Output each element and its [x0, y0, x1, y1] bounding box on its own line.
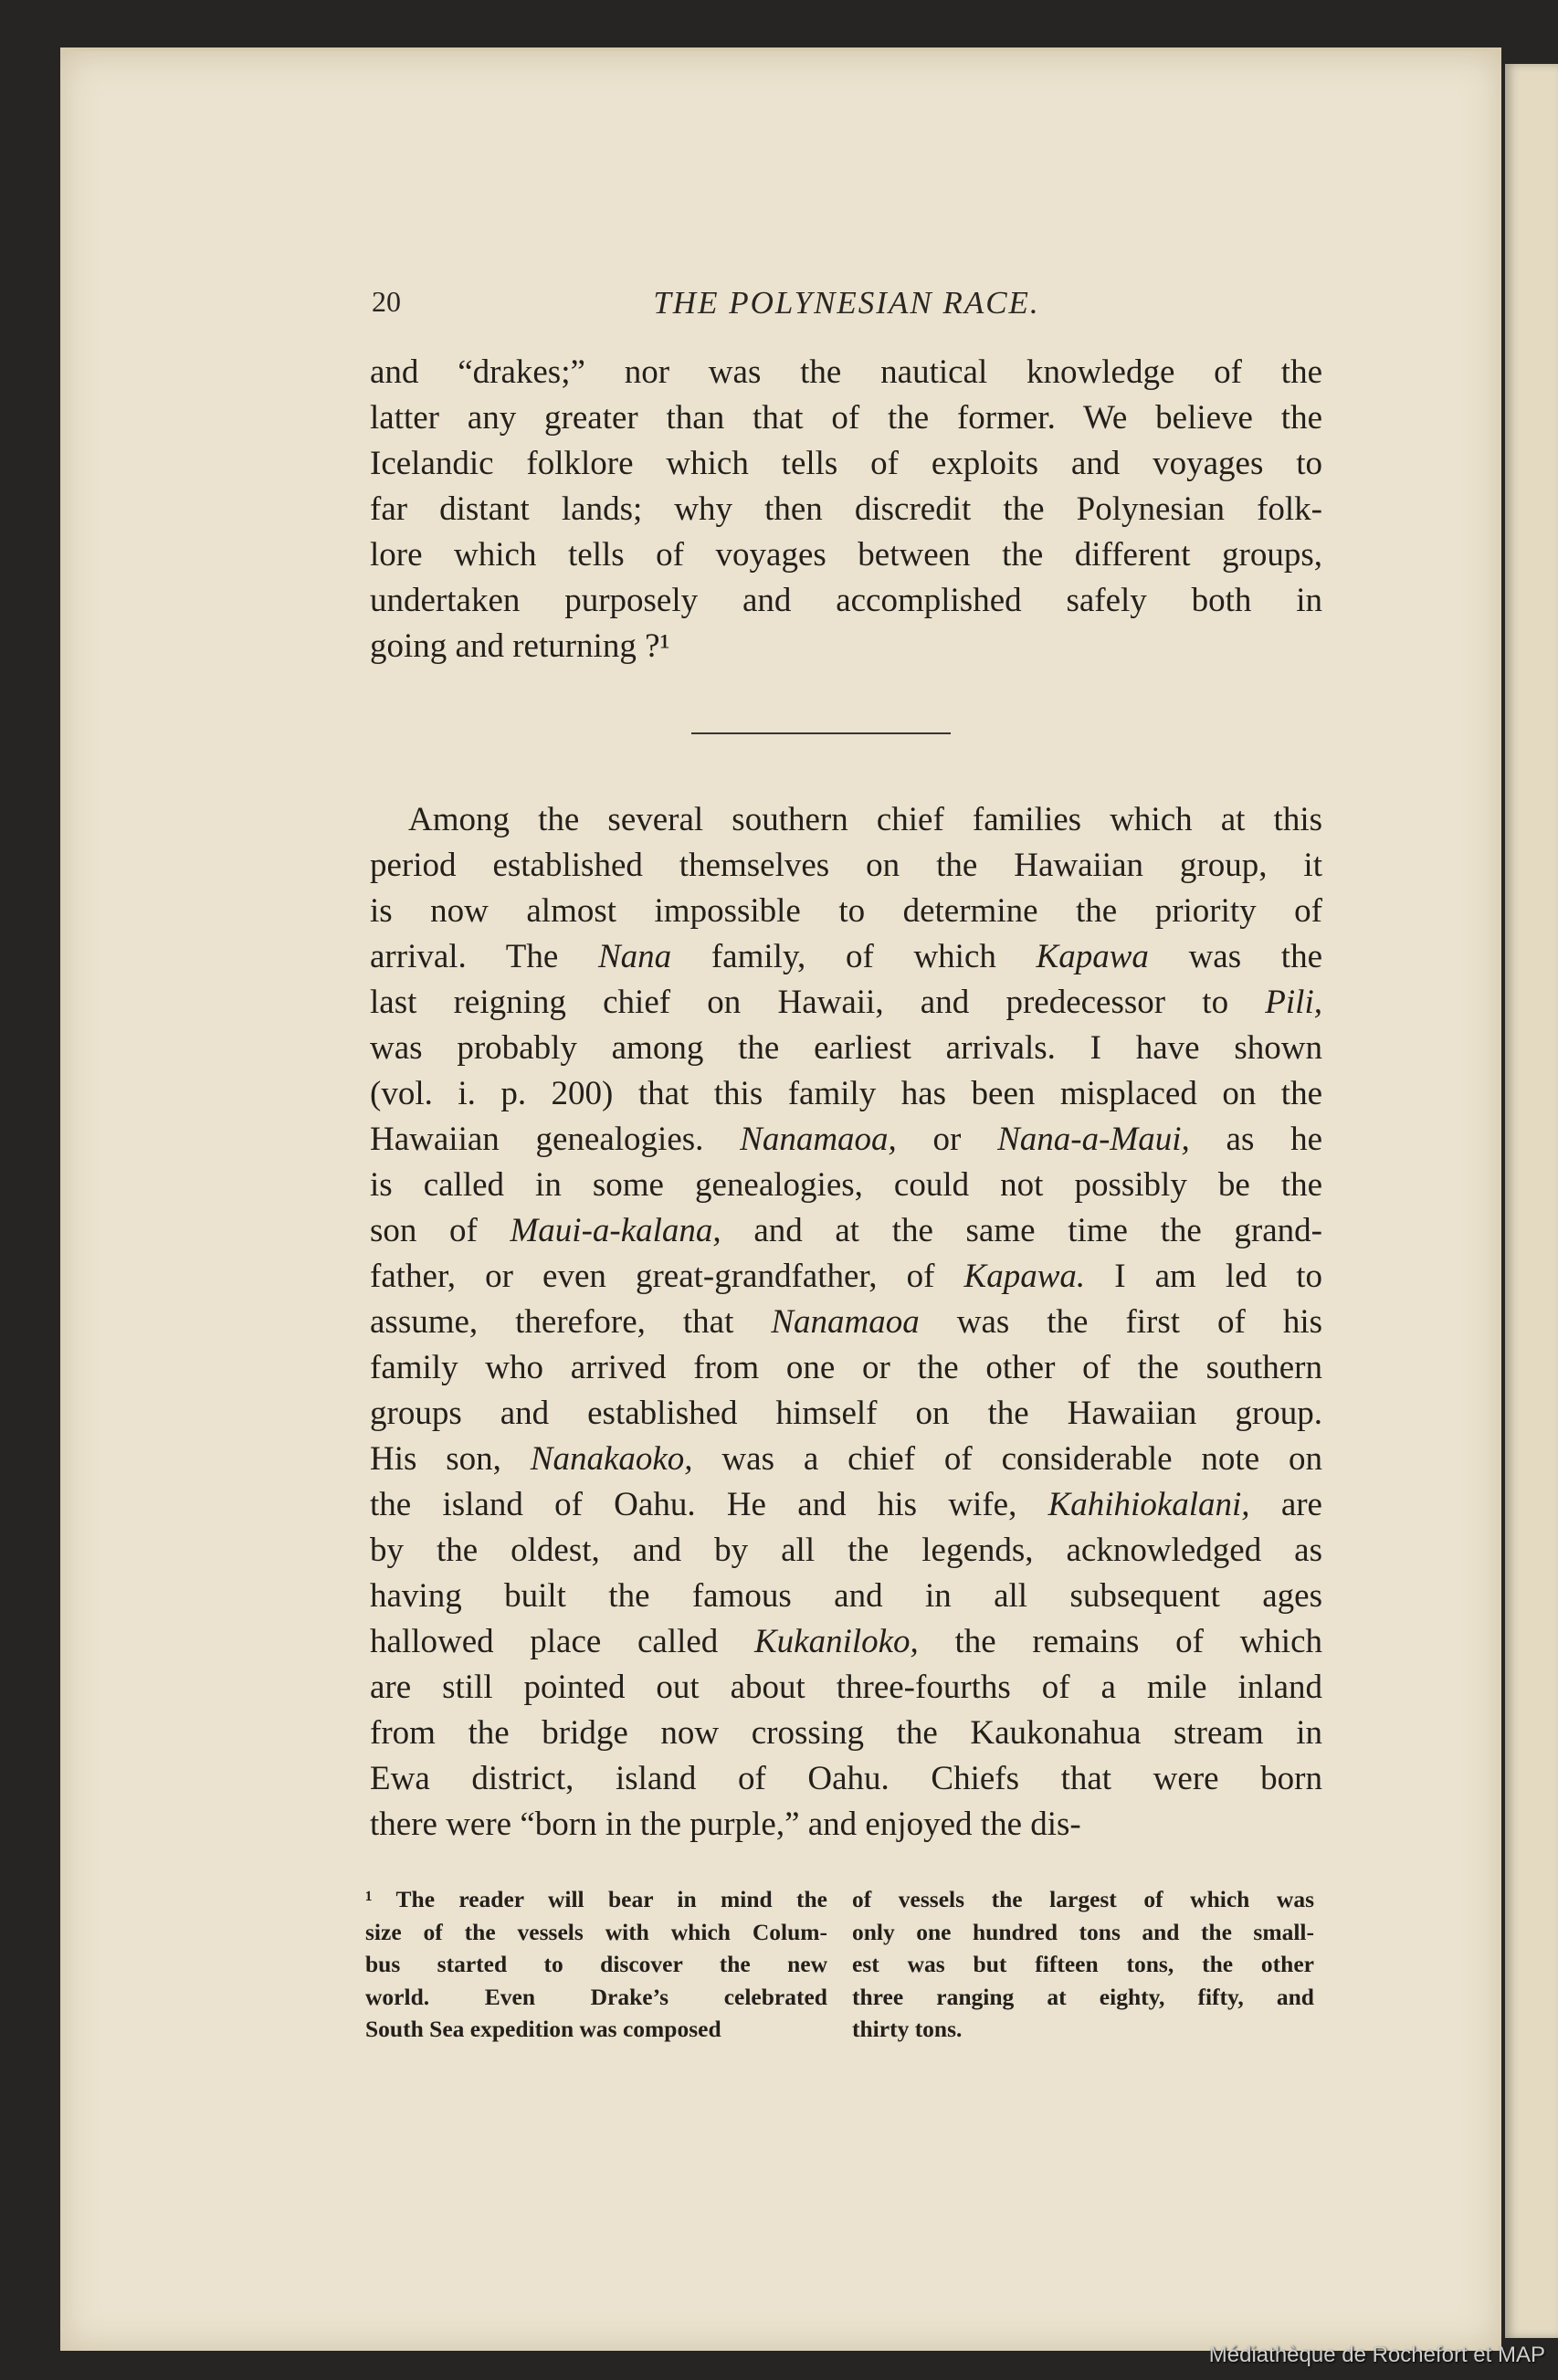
text-segment: as he — [1189, 1121, 1322, 1158]
text-line — [365, 1948, 827, 1981]
text-line — [370, 843, 1322, 889]
text-segment: is now almost impossible to determine the priority of — [370, 892, 1322, 930]
text-segment: groups and established himself on the Hawaiian group. — [370, 1395, 1322, 1432]
text-line — [852, 1883, 1314, 1916]
text-line — [365, 1883, 827, 1916]
text-segment: bus started to discover the new — [365, 1951, 827, 1977]
text-line — [370, 395, 1322, 441]
text-segment: size of the vessels with which Colum- — [365, 1918, 827, 1945]
text-segment: was the first of his — [919, 1303, 1322, 1341]
text-segment: far distant lands; why then discredit the Polynesian folk- — [370, 490, 1322, 528]
text-line — [365, 1981, 827, 2014]
text-segment: was a chief of considerable note on — [692, 1440, 1322, 1478]
text-segment: was probably among the earliest arrivals. I have shown — [370, 1029, 1322, 1067]
italic-name: Pili, — [1265, 984, 1322, 1021]
text-segment: the remains of which — [918, 1623, 1322, 1660]
text-line — [370, 1482, 1322, 1528]
text-line — [370, 1574, 1322, 1619]
text-segment: and “drakes;” nor was the nautical knowledge of the — [370, 353, 1322, 391]
italic-name: Nana — [598, 938, 672, 975]
italic-name: Nanamaoa — [771, 1303, 920, 1341]
text-segment: last reigning chief on Hawaii, and predecessor to — [370, 984, 1266, 1021]
text-line — [370, 889, 1322, 934]
text-line — [370, 1071, 1322, 1117]
text-segment: His son, — [370, 1440, 531, 1478]
text-line — [370, 1345, 1322, 1391]
italic-name: Kukaniloko, — [753, 1623, 919, 1660]
italic-name: Nanakaoko, — [530, 1440, 693, 1478]
text-line — [370, 1163, 1322, 1208]
text-segment: by the oldest, and by all the legends, acknowledged as — [370, 1532, 1322, 1569]
text-segment: is called in some genealogies, could not possibly be the — [370, 1166, 1322, 1204]
text-line — [370, 1802, 1322, 1848]
text-segment: ¹ The reader will bear in mind the — [365, 1886, 827, 1912]
text-line — [370, 441, 1322, 487]
text-line — [852, 1916, 1314, 1949]
text-segment: hallowed place called — [370, 1623, 754, 1660]
text-line — [370, 350, 1322, 395]
text-line — [370, 1437, 1322, 1482]
footnote-right-column — [852, 1883, 1314, 2046]
text-segment: or — [896, 1121, 998, 1158]
text-line — [370, 532, 1322, 578]
text-segment: family who arrived from one or the other of the southern — [370, 1349, 1322, 1386]
text-line — [370, 1026, 1322, 1071]
running-title: THE POLYNESIAN RACE. — [653, 285, 1040, 321]
text-line — [370, 980, 1322, 1026]
text-segment: there were “born in the purple,” and enjoyed the dis- — [370, 1806, 1081, 1843]
text-segment: from the bridge now crossing the Kaukonahua stream in — [370, 1714, 1322, 1752]
text-segment: having built the famous and in all subsequent ages — [370, 1577, 1322, 1615]
text-segment: assume, therefore, that — [370, 1303, 772, 1341]
text-segment: was the — [1148, 938, 1322, 975]
text-line — [370, 1756, 1322, 1802]
text-segment: I am led to — [1085, 1258, 1322, 1295]
paragraph-2 — [370, 797, 1322, 1848]
text-line — [370, 1208, 1322, 1254]
text-segment: son of — [370, 1212, 511, 1249]
text-segment: Hawaiian genealogies. — [370, 1121, 741, 1158]
text-line — [370, 487, 1322, 532]
text-segment: Ewa district, island of Oahu. Chiefs that were born — [370, 1760, 1322, 1797]
text-line — [370, 1300, 1322, 1345]
text-line — [365, 2013, 827, 2046]
page-number: 20 — [372, 285, 401, 318]
text-segment: the island of Oahu. He and his wife, — [370, 1486, 1048, 1523]
italic-name: Maui-a-kalana, — [510, 1212, 721, 1249]
text-line — [370, 1619, 1322, 1665]
text-line — [370, 1665, 1322, 1711]
text-line — [370, 624, 1322, 669]
text-segment: South Sea expedition was composed — [365, 2016, 721, 2042]
text-segment: of vessels the largest of which was — [852, 1886, 1314, 1912]
section-divider — [691, 732, 951, 734]
text-segment: father, or even great-grandfather, of — [370, 1258, 964, 1295]
text-segment: and at the same time the grand- — [721, 1212, 1322, 1249]
text-segment: est was but fifteen tons, the other — [852, 1951, 1314, 1977]
text-line — [370, 797, 1322, 843]
text-line — [370, 1391, 1322, 1437]
text-line — [852, 1948, 1314, 1981]
footnote-left-column — [365, 1883, 827, 2046]
text-segment: Icelandic folklore which tells of exploits and voyages to — [370, 445, 1322, 482]
text-segment: going and returning ?¹ — [370, 627, 670, 665]
text-segment: three ranging at eighty, fifty, and — [852, 1983, 1314, 2010]
text-segment: lore which tells of voyages between the different groups, — [370, 536, 1322, 574]
page-header — [372, 285, 1321, 327]
italic-name: Kapawa. — [963, 1258, 1086, 1295]
text-segment: (vol. i. p. 200) that this family has been misplaced on the — [370, 1075, 1322, 1112]
text-line — [370, 934, 1322, 980]
text-segment: are still pointed out about three-fourths of a mile inland — [370, 1669, 1322, 1706]
text-segment: family, of which — [671, 938, 1037, 975]
text-segment: arrival. The — [370, 938, 598, 975]
text-segment: latter any greater than that of the former. We believe the — [370, 399, 1322, 437]
text-line — [370, 1254, 1322, 1300]
library-credit: Médiathèque de Rochefort et MAP — [1208, 2343, 1545, 2367]
text-line — [370, 1117, 1322, 1163]
text-line — [370, 578, 1322, 624]
italic-name: Nana-a-Maui, — [997, 1121, 1190, 1158]
next-page-edge — [1505, 64, 1558, 2338]
italic-name: Kahihiokalani, — [1047, 1486, 1250, 1523]
paragraph-1 — [370, 350, 1322, 669]
text-segment: are — [1249, 1486, 1322, 1523]
text-segment: world. Even Drake’s celebrated — [365, 1983, 827, 2010]
italic-name: Nanamaoa, — [740, 1121, 897, 1158]
text-segment: period established themselves on the Hawaiian group, it — [370, 847, 1322, 884]
text-line — [370, 1711, 1322, 1756]
text-segment: undertaken purposely and accomplished safely both in — [370, 582, 1322, 619]
text-line — [852, 1981, 1314, 2014]
text-line — [852, 2013, 1314, 2046]
text-segment: only one hundred tons and the small- — [852, 1918, 1314, 1945]
text-line — [370, 1528, 1322, 1574]
text-segment: thirty tons. — [852, 2016, 963, 2042]
italic-name: Kapawa — [1036, 938, 1149, 975]
text-segment: Among the several southern chief families which at this — [408, 801, 1322, 838]
text-line — [365, 1916, 827, 1949]
